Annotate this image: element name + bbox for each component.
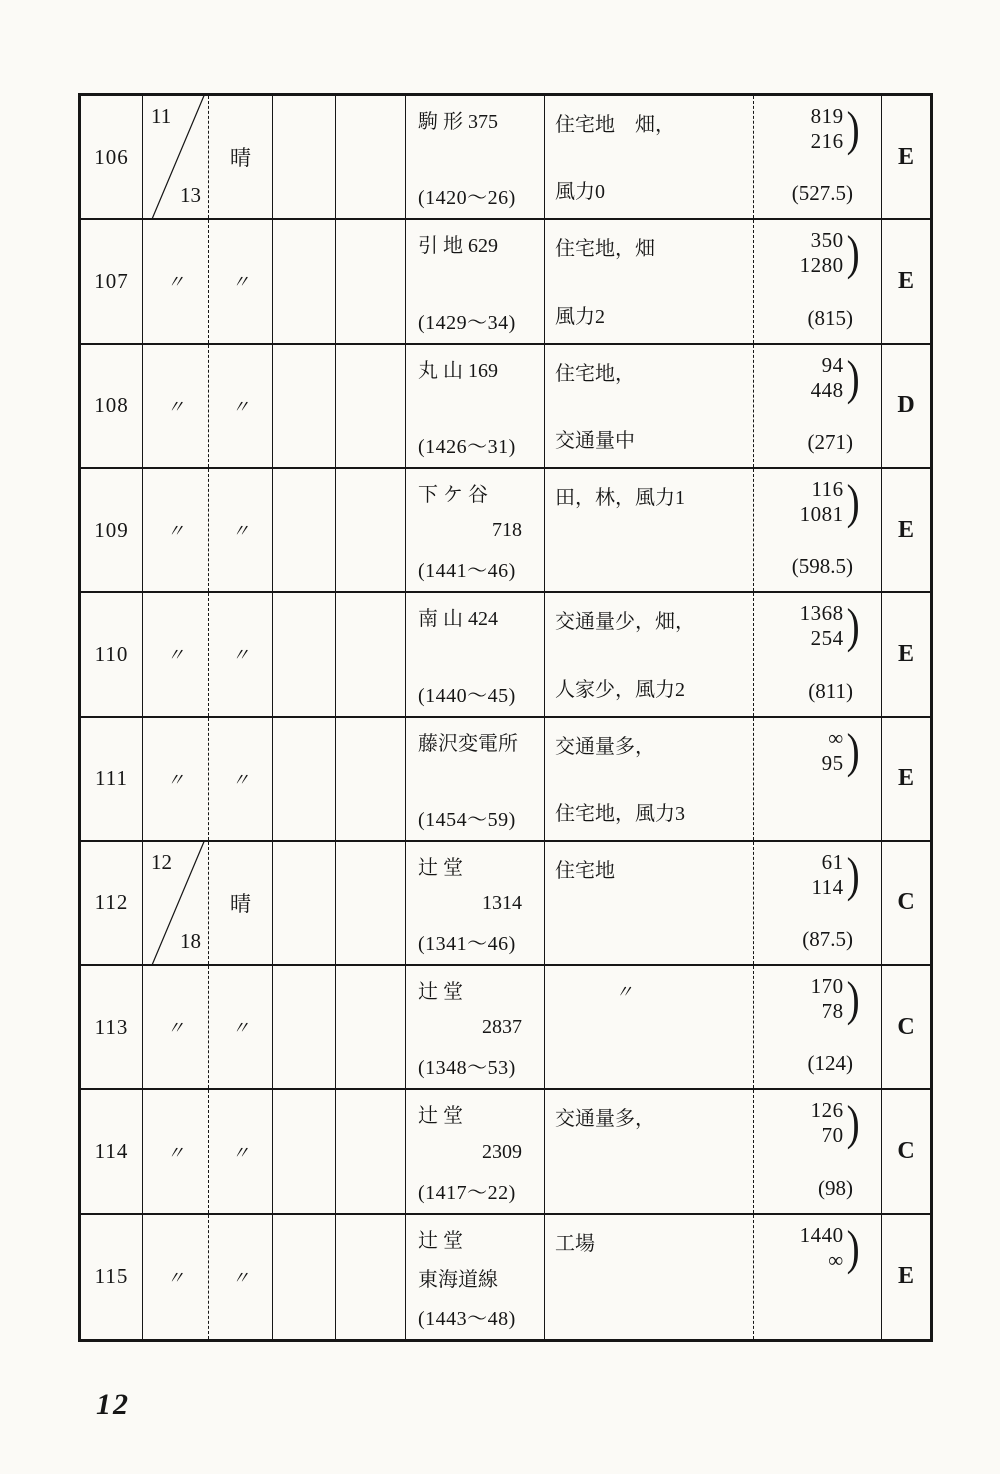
reading-top: 170 (810, 974, 844, 999)
location-line2: 2309 (482, 1140, 522, 1163)
grade-cell: E (897, 1263, 914, 1290)
date-fraction (143, 96, 208, 218)
brace-paren-icon: ) (846, 349, 860, 405)
weather-cell: 〃 (209, 1215, 273, 1339)
weather-cell: 〃 (209, 345, 273, 467)
location-line1: 丸 山 169 (418, 359, 498, 382)
readings-pair (760, 225, 875, 281)
brace-paren-icon: ) (846, 722, 860, 778)
description-cell (545, 1215, 754, 1339)
location-line2: 1314 (482, 891, 522, 914)
grade-cell: E (897, 267, 914, 294)
grade-cell: D (897, 392, 915, 419)
row-id: 106 (81, 96, 143, 218)
date-fraction (143, 842, 208, 964)
location-cell (406, 345, 545, 467)
reading-average: (271) (807, 429, 853, 454)
brace-paren-icon: ) (846, 225, 860, 281)
location-cell (406, 718, 545, 840)
desc-line1: 〃 (615, 982, 633, 1003)
page-number: 12 (96, 1388, 130, 1421)
date-cell (143, 469, 209, 591)
location-cell (406, 1090, 545, 1212)
empty-cell-2 (336, 220, 406, 342)
location-cell (406, 966, 545, 1088)
reading-bottom: 216 (810, 129, 844, 153)
reading-top: 819 (810, 104, 844, 128)
date-ditto: 〃 (166, 272, 185, 293)
reading-bottom: ∞ (828, 1247, 844, 1272)
reading-average: (87.5) (802, 927, 853, 952)
location-line1: 駒 形 375 (418, 111, 498, 133)
date-ditto: 〃 (166, 645, 185, 666)
readings-pair (760, 1095, 875, 1151)
location-time: (1441〜46) (418, 560, 516, 583)
row-id: 113 (81, 966, 143, 1088)
desc-line1: 住宅地，畑 (555, 238, 655, 261)
desc-line1: 住宅地， (555, 362, 635, 385)
desc-line1: 住宅地 (555, 859, 615, 882)
desc-line1: 住宅地 畑， (555, 114, 675, 136)
location-line2: 2837 (482, 1016, 522, 1039)
empty-cell-1 (273, 220, 336, 342)
date-cell (143, 593, 209, 715)
date-ditto: 〃 (166, 1018, 185, 1039)
brace-paren-icon: ) (846, 473, 860, 529)
readings-pair (760, 846, 875, 902)
location-time: (1440〜45) (418, 684, 516, 707)
date-month: 11 (151, 104, 172, 128)
brace-paren-icon: ) (846, 971, 860, 1027)
desc-line1: 交通量少，畑， (555, 611, 695, 634)
readings-pair (760, 349, 875, 405)
weather-cell: 〃 (209, 593, 273, 715)
description-cell (545, 966, 754, 1088)
desc-line2: 風力0 (555, 181, 605, 204)
date-ditto: 〃 (166, 521, 185, 542)
grade-cell: E (897, 765, 914, 792)
empty-cell-1 (273, 469, 336, 591)
table-row (81, 220, 930, 344)
location-line1: 辻 堂 (418, 1105, 463, 1128)
date-ditto: 〃 (166, 396, 185, 417)
date-day: 18 (180, 929, 201, 954)
readings-cell (754, 593, 882, 715)
weather-cell: 〃 (209, 1090, 273, 1212)
location-line1: 下 ケ 谷 (418, 483, 488, 506)
date-cell (143, 1090, 209, 1212)
brace-paren-icon: ) (846, 846, 860, 902)
reading-top: 1368 (799, 601, 844, 626)
table-row (81, 1090, 930, 1214)
date-cell (143, 96, 209, 218)
empty-cell-1 (273, 966, 336, 1088)
readings-pair (760, 1219, 875, 1275)
description-cell (545, 469, 754, 591)
location-cell (406, 593, 545, 715)
readings-cell (754, 96, 882, 218)
readings-cell (754, 345, 882, 467)
readings-pair (760, 101, 875, 156)
location-time: (1420〜26) (418, 187, 516, 210)
location-line1: 辻 堂 (418, 981, 463, 1004)
location-line1: 辻 堂 (418, 1229, 463, 1252)
reading-average: (598.5) (791, 554, 853, 579)
readings-cell (754, 220, 882, 342)
empty-cell-1 (273, 842, 336, 964)
location-cell (406, 96, 545, 218)
readings-cell (754, 842, 882, 964)
table-row (81, 966, 930, 1090)
location-time: (1348〜53) (418, 1057, 516, 1080)
date-ditto: 〃 (166, 1267, 185, 1288)
row-id: 108 (81, 345, 143, 467)
reading-average: (811) (808, 678, 853, 703)
location-line2: 東海道線 (418, 1268, 498, 1291)
brace-paren-icon: ) (846, 1095, 860, 1151)
date-day: 13 (180, 183, 201, 208)
reading-bottom: 254 (810, 626, 844, 651)
location-time: (1341〜46) (418, 933, 516, 956)
empty-cell-1 (273, 1215, 336, 1339)
empty-cell-2 (336, 345, 406, 467)
row-id: 114 (81, 1090, 143, 1212)
weather-cell: 〃 (209, 220, 273, 342)
empty-cell-2 (336, 593, 406, 715)
survey-table (78, 93, 933, 1342)
date-month: 12 (151, 849, 172, 874)
readings-pair (760, 722, 875, 778)
desc-line2: 風力2 (555, 305, 605, 328)
reading-top: ∞ (828, 725, 844, 750)
date-ditto: 〃 (166, 1142, 185, 1163)
desc-line1: 交通量多， (555, 735, 655, 758)
description-cell (545, 842, 754, 964)
readings-pair (760, 971, 875, 1027)
readings-pair (760, 598, 875, 654)
grade-cell: C (897, 1138, 915, 1165)
description-cell (545, 96, 754, 218)
date-cell (143, 718, 209, 840)
location-line1: 藤沢変電所 (418, 732, 518, 755)
reading-bottom: 1081 (799, 501, 844, 526)
table-row (81, 842, 930, 966)
weather-cell: 〃 (209, 469, 273, 591)
reading-top: 61 (821, 849, 844, 874)
grade-cell: C (897, 1013, 915, 1040)
table-row (81, 593, 930, 717)
brace-paren-icon: ) (846, 1219, 860, 1275)
empty-cell-2 (336, 1215, 406, 1339)
empty-cell-1 (273, 1090, 336, 1212)
location-cell (406, 842, 545, 964)
table-row (81, 345, 930, 469)
grade-cell: C (897, 889, 915, 916)
grade-cell: E (897, 143, 914, 170)
empty-cell-2 (336, 1090, 406, 1212)
location-time: (1454〜59) (418, 808, 516, 831)
readings-cell (754, 718, 882, 840)
location-line1: 南 山 424 (418, 608, 498, 631)
empty-cell-2 (336, 469, 406, 591)
empty-cell-2 (336, 966, 406, 1088)
readings-cell (754, 966, 882, 1088)
weather-cell: 〃 (209, 718, 273, 840)
table-row (81, 1215, 930, 1339)
empty-cell-1 (273, 96, 336, 218)
description-cell (545, 593, 754, 715)
reading-top: 94 (821, 352, 844, 377)
desc-line1: 工場 (555, 1232, 595, 1255)
location-line1: 引 地 629 (418, 235, 498, 258)
description-cell (545, 1090, 754, 1212)
reading-bottom: 78 (821, 999, 844, 1024)
reading-average: (815) (807, 305, 853, 330)
table-row (81, 718, 930, 842)
empty-cell-1 (273, 345, 336, 467)
row-id: 109 (81, 469, 143, 591)
location-line2: 718 (492, 519, 522, 542)
desc-line2: 交通量中 (555, 429, 635, 452)
empty-cell-2 (336, 96, 406, 218)
row-id: 112 (81, 842, 143, 964)
readings-pair (760, 473, 875, 529)
empty-cell-1 (273, 718, 336, 840)
row-id: 115 (81, 1215, 143, 1339)
description-cell (545, 345, 754, 467)
reading-top: 126 (810, 1098, 844, 1123)
location-time: (1443〜48) (418, 1308, 516, 1330)
reading-top: 116 (811, 476, 844, 501)
reading-average: (527.5) (791, 181, 853, 206)
reading-average: (124) (807, 1051, 853, 1076)
brace-paren-icon: ) (846, 598, 860, 654)
table-row (81, 96, 930, 220)
description-cell (545, 718, 754, 840)
date-cell (143, 1215, 209, 1339)
reading-top: 1440 (799, 1222, 844, 1247)
table-row (81, 469, 930, 593)
reading-bottom: 114 (811, 874, 844, 899)
date-cell (143, 966, 209, 1088)
description-cell (545, 220, 754, 342)
empty-cell-2 (336, 718, 406, 840)
desc-line1: 田，林，風力1 (555, 486, 685, 509)
reading-bottom: 70 (821, 1123, 844, 1148)
date-cell (143, 220, 209, 342)
location-cell (406, 220, 545, 342)
location-cell (406, 1215, 545, 1339)
reading-bottom: 448 (810, 377, 844, 402)
grade-cell: E (897, 516, 914, 543)
readings-cell (754, 1090, 882, 1212)
readings-cell (754, 469, 882, 591)
desc-line2: 人家少，風力2 (555, 678, 685, 701)
desc-line2: 住宅地，風力3 (555, 802, 685, 825)
readings-cell (754, 1215, 882, 1339)
reading-bottom: 95 (821, 750, 844, 775)
row-id: 110 (81, 593, 143, 715)
weather-cell: 晴 (209, 96, 273, 218)
reading-top: 350 (810, 228, 844, 253)
location-time: (1417〜22) (418, 1181, 516, 1204)
brace-paren-icon: ) (846, 101, 860, 156)
desc-line1: 交通量多， (555, 1108, 655, 1131)
weather-cell: 〃 (209, 966, 273, 1088)
date-cell (143, 842, 209, 964)
location-time: (1429〜34) (418, 311, 516, 334)
reading-average: (98) (818, 1175, 853, 1200)
location-cell (406, 469, 545, 591)
empty-cell-1 (273, 593, 336, 715)
grade-cell: E (897, 640, 914, 667)
weather-cell: 晴 (209, 842, 273, 964)
row-id: 111 (81, 718, 143, 840)
date-ditto: 〃 (166, 769, 185, 790)
reading-bottom: 1280 (799, 253, 844, 278)
date-cell (143, 345, 209, 467)
location-time: (1426〜31) (418, 435, 516, 458)
row-id: 107 (81, 220, 143, 342)
empty-cell-2 (336, 842, 406, 964)
location-line1: 辻 堂 (418, 856, 463, 879)
